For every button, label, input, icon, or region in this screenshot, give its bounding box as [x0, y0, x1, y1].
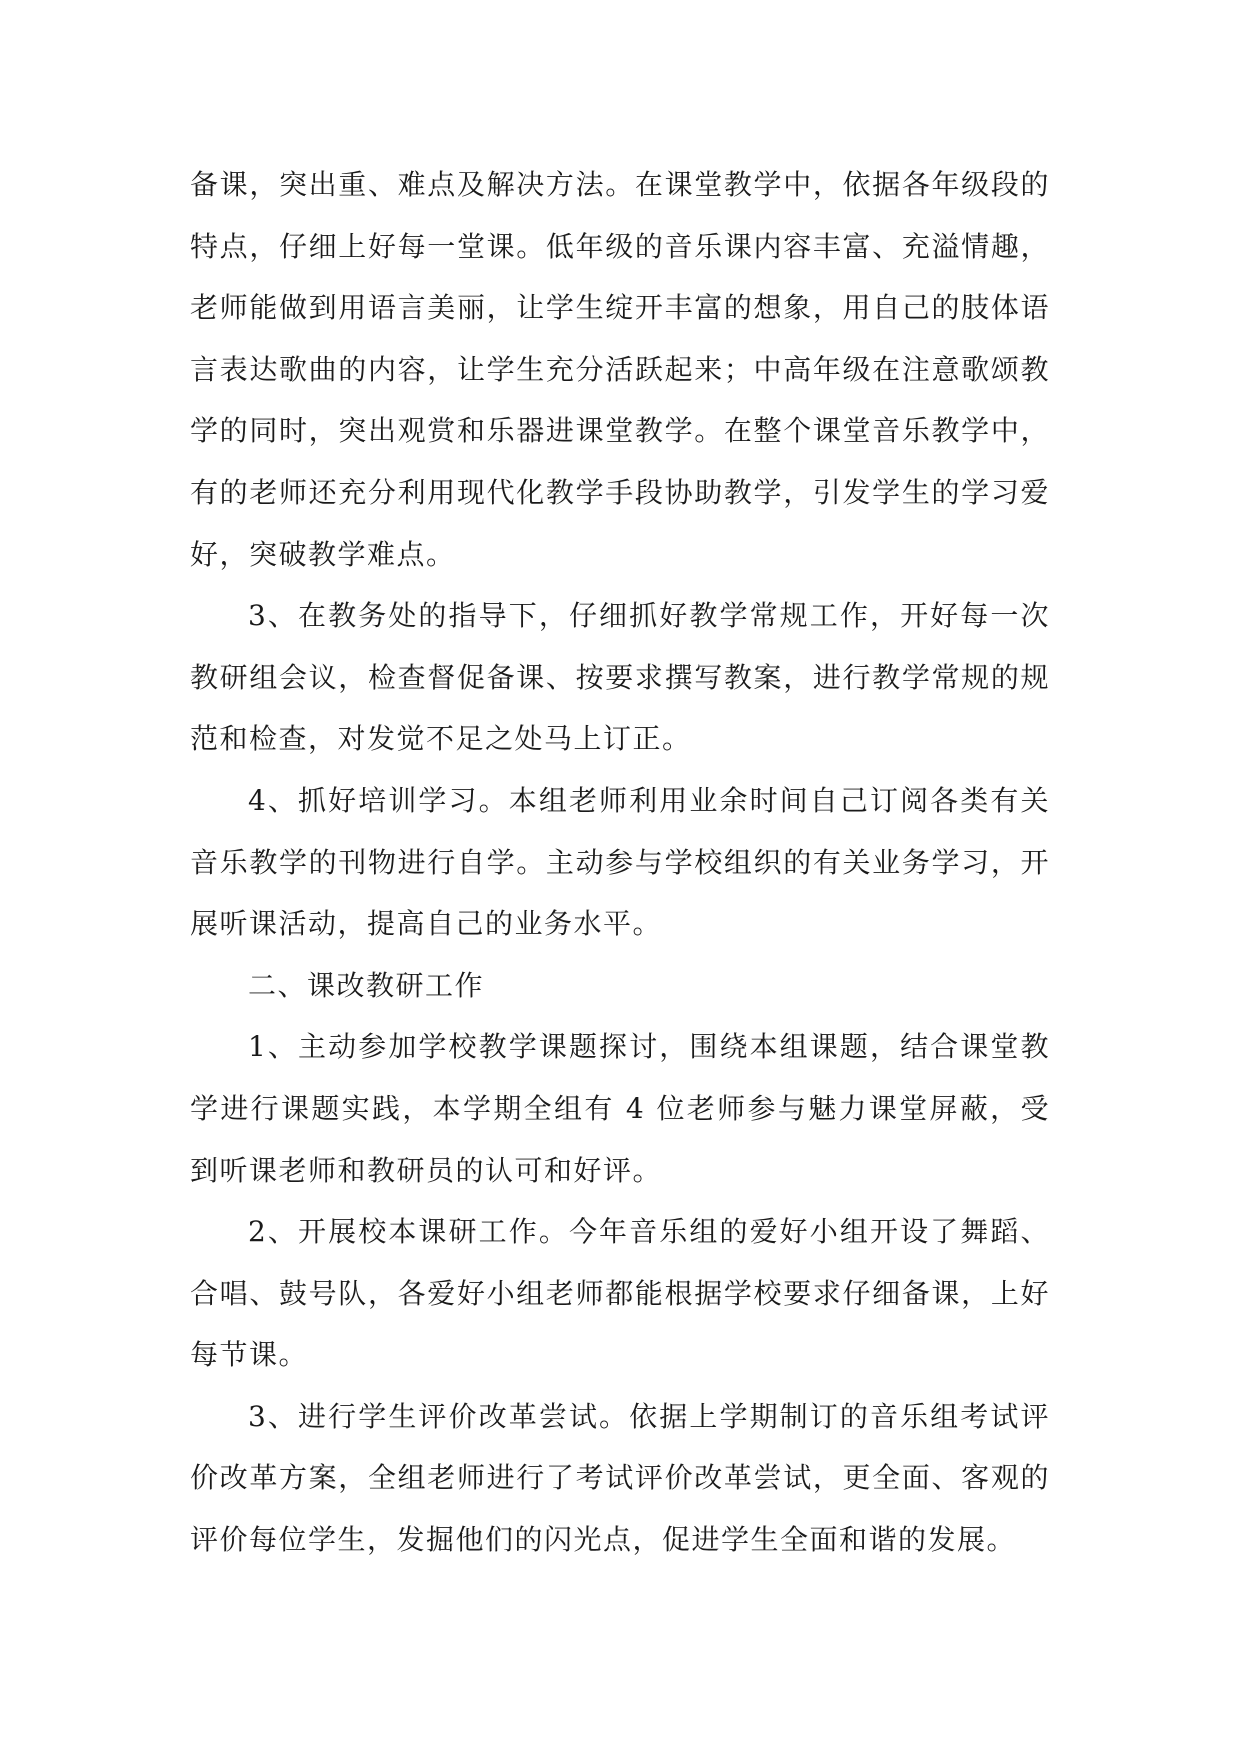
- document-body: [190, 154, 1050, 1571]
- paragraph-item-1-research: 1、主动参加学校教学课题探讨，围绕本组课题，结合课堂教学进行课题实践，本学期全组有 4 位老师参与魅力课堂屏蔽，受到听课老师和教研员的认可和好评。: [190, 1030, 1050, 1187]
- paragraph-continuation: 备课，突出重、难点及解决方法。在课堂教学中，依据各年级段的特点，仔细上好每一堂课。低年级的音乐课内容丰富、充溢情趣，老师能做到用语言美丽，让学生绽开丰富的想象，用自己的肢体语言表达歌曲的内容，让学生充分活跃起来；中高年级在注意歌颂教学的同时，突出观赏和乐器进课堂教学。在整个课堂音乐教学中，有的老师还充分利用现代化教学手段协助教学，引发学生的学习爱好，突破教学难点。: [190, 168, 1050, 571]
- section-heading-curriculum-research: 二、课改教研工作: [248, 968, 485, 1002]
- paragraph-item-3-teaching-routine: 3、在教务处的指导下，仔细抓好教学常规工作，开好每一次教研组会议，检查督促备课、按要求撰写教案，进行教学常规的规范和检查，对发觉不足之处马上订正。: [190, 599, 1050, 756]
- paragraph-item-4-training: 4、抓好培训学习。本组老师利用业余时间自己订阅各类有关音乐教学的刊物进行自学。主动参与学校组织的有关业务学习，开展听课活动，提高自己的业务水平。: [190, 783, 1050, 941]
- paragraph-item-3-evaluation-reform: 3、进行学生评价改革尝试。依据上学期制订的音乐组考试评价改革方案，全组老师进行了考试评价改革尝试，更全面、客观的评价每位学生，发掘他们的闪光点，促进学生全面和谐的发展。: [190, 1399, 1050, 1557]
- paragraph-item-2-school-research: 2、开展校本课研工作。今年音乐组的爱好小组开设了舞蹈、合唱、鼓号队，各爱好小组老师都能根据学校要求仔细备课，上好每节课。: [190, 1215, 1050, 1372]
